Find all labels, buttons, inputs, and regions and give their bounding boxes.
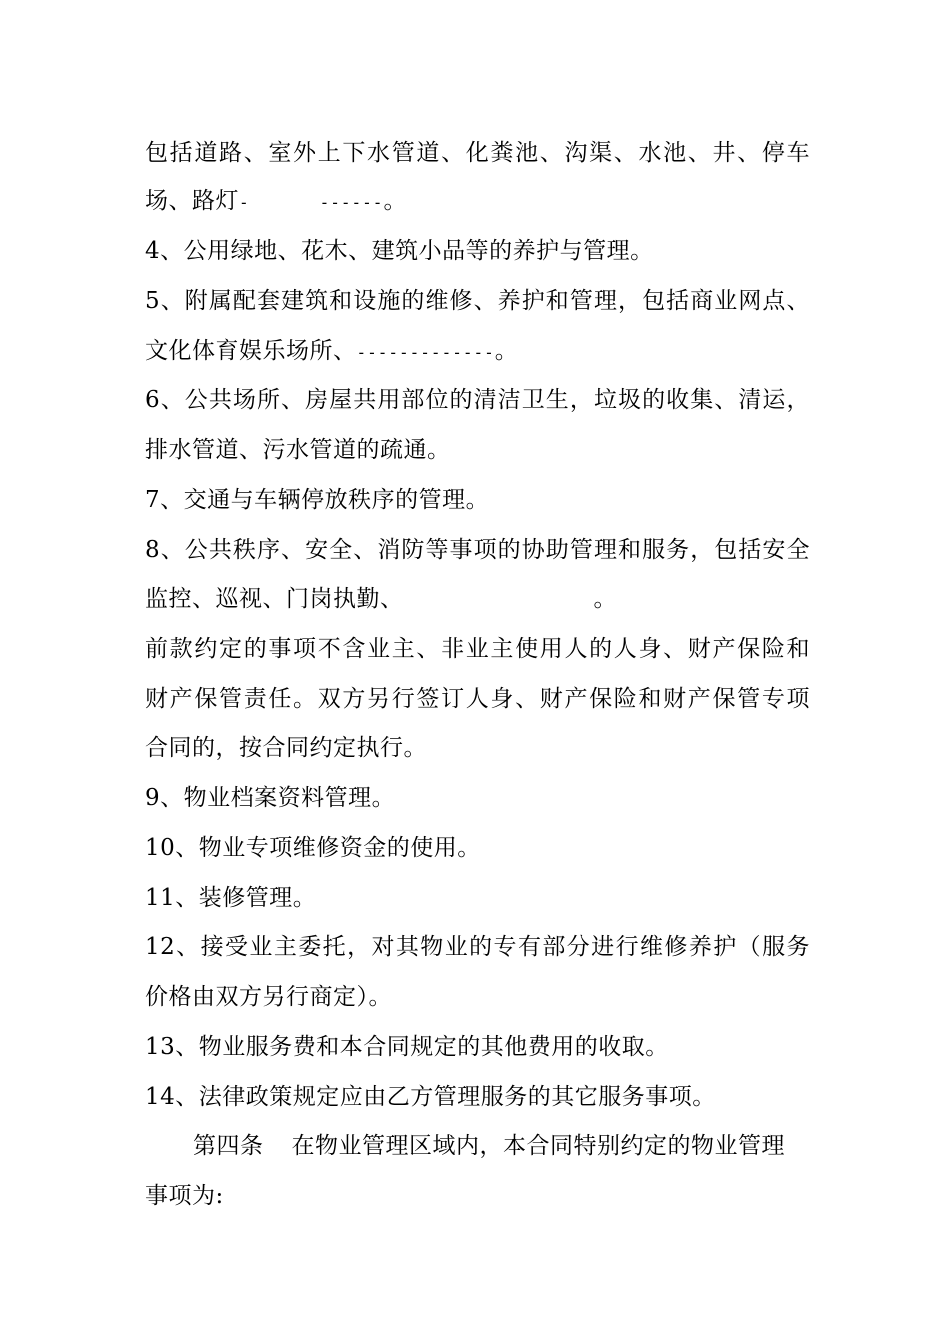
line-text: 10、物业专项维修资金的使用。 [145,835,481,861]
blank-dash: ------------- [356,343,495,362]
paragraph-line [145,181,810,221]
paragraph-line [145,133,810,173]
line-text: 4、公用绿地、花木、建筑小品等的养护与管理。 [145,238,654,264]
line-text: 13、物业服务费和本合同规定的其他费用的收取。 [145,1034,669,1060]
blank-dash: - [239,193,250,212]
line-text: 合同的，按合同约定执行。 [145,735,427,761]
paragraph-line [145,927,810,967]
line-text: 11、装修管理。 [145,885,317,911]
line-text: 包括道路、室外上下水管道、化粪池、沟渠、水池、井、停车 [145,140,810,166]
line-text: 8、公共秩序、安全、消防等事项的协助管理和服务，包括安全 [145,537,810,563]
line-text: 6、公共场所、房屋共用部位的清洁卫生，垃圾的收集、清运， [145,387,810,413]
line-text: 9、物业档案资料管理。 [145,785,396,811]
line-text: 。 [494,338,519,364]
line-text: 7、交通与车辆停放秩序的管理。 [145,487,490,513]
paragraph-line [145,828,810,868]
blank-dash: ------ [319,193,384,212]
line-text: 在物业管理区域内，本合同特别约定的物业管理 [291,1133,785,1159]
line-text: 5、附属配套建筑和设施的维修、养护和管理，包括商业网点、 [145,288,810,314]
paragraph-line [145,281,810,321]
paragraph-line [145,679,810,719]
paragraph-line [145,728,810,768]
line-text: 14、法律政策规定应由乙方管理服务的其它服务事项。 [145,1084,716,1110]
paragraph-line [145,629,810,669]
paragraph-line [145,231,810,271]
paragraph-line [145,480,810,520]
line-text: 排水管道、污水管道的疏通。 [145,437,451,463]
line-text: 12、接受业主委托，对其物业的专有部分进行维修养护（服务 [145,934,810,960]
paragraph-line [145,878,810,918]
paragraph-line [145,530,810,570]
paragraph-line [145,331,810,371]
article-heading-line [193,1126,810,1166]
line-text: 。 [383,188,407,214]
line-text: 价格由双方另行商定）。 [145,984,392,1010]
paragraph-line [145,1027,810,1067]
line-text: 前款约定的事项不含业主、非业主使用人的人身、财产保险和 [145,636,810,662]
line-text: 财产保管责任。双方另行签订人身、财产保险和财产保管专项 [145,686,810,712]
article-number: 第四条 [193,1133,264,1159]
paragraph-line [145,579,810,619]
paragraph-line [145,778,810,818]
line-text: 。 [593,586,617,612]
paragraph-line [145,380,810,420]
paragraph-line [145,430,810,470]
paragraph-line [145,1176,810,1216]
paragraph-line [145,977,810,1017]
line-text: 文化体育娱乐场所、 [145,338,357,364]
line-text: 事项为: [145,1183,224,1209]
line-text: 监控、巡视、门岗执勤、 [145,586,404,612]
line-text: 场、路灯 [145,188,239,214]
paragraph-line [145,1077,810,1117]
